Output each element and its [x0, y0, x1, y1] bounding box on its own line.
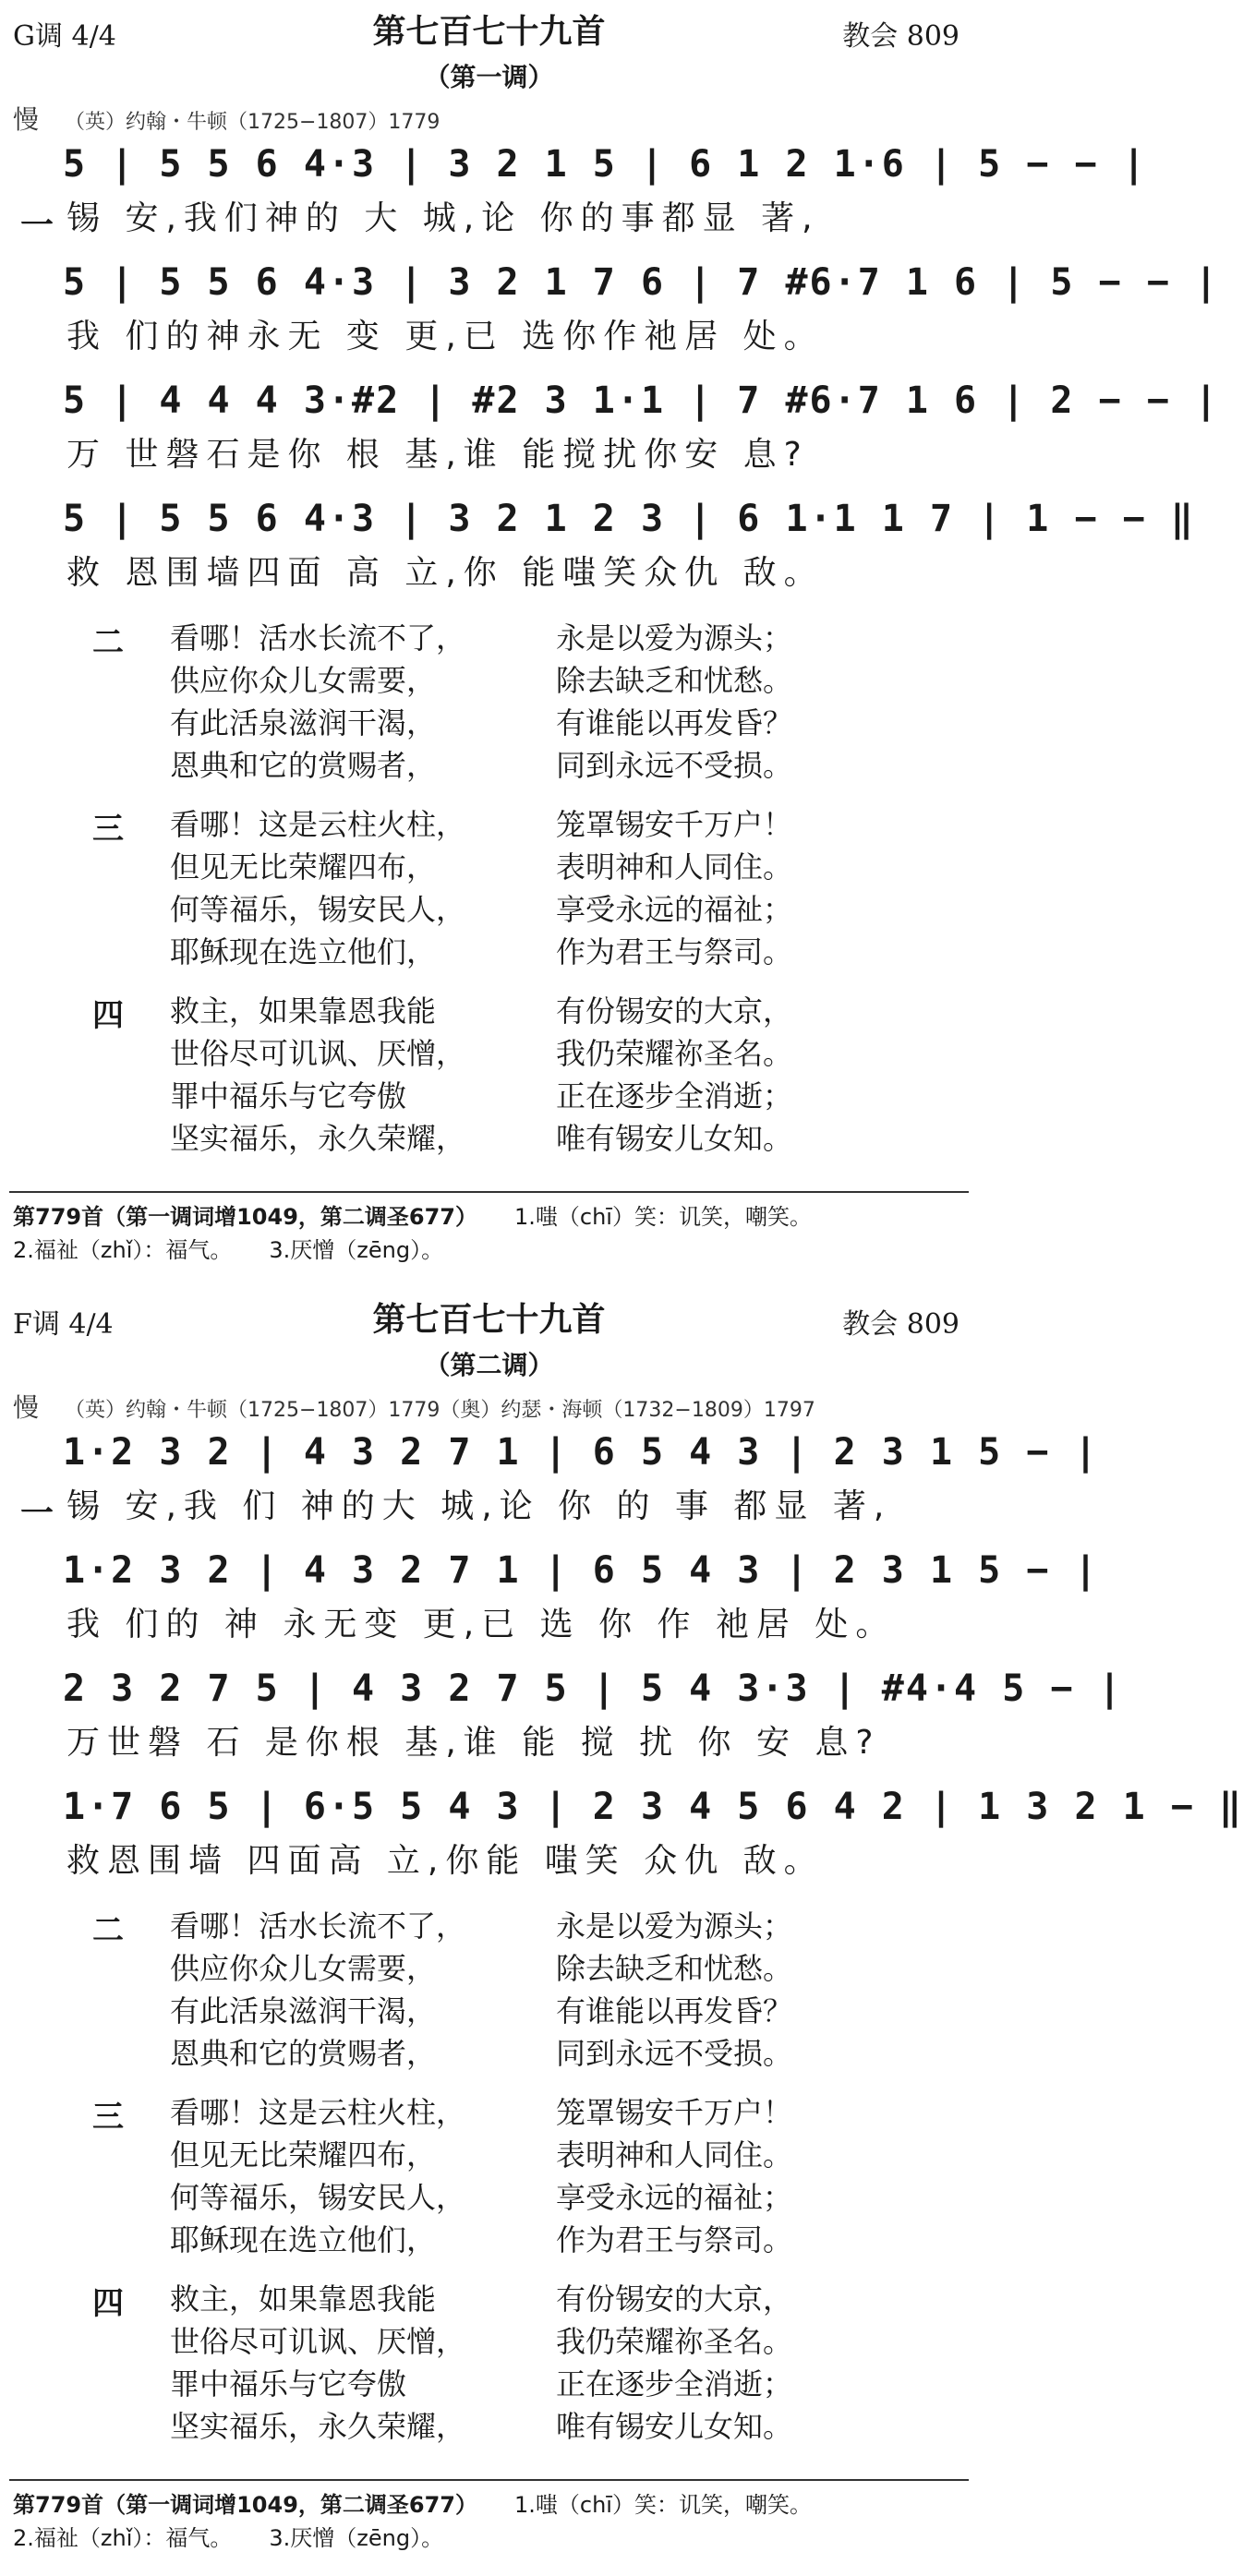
stanza-line: 世俗尽可讥讽、厌憎， — [170, 2324, 466, 2359]
stanza-line: 永是以爱为源头； — [556, 1908, 793, 1944]
lyrics-line: 锡 安,我 们 神的大 城,论 你 的 事 都显 著, — [66, 1487, 892, 1525]
tempo-mark: 慢 — [13, 1392, 40, 1423]
stanza-number: 二 — [92, 1912, 124, 1949]
stanza-line: 有份锡安的大京， — [556, 2281, 793, 2317]
stanza-line: 作为君王与祭司。 — [556, 934, 793, 969]
lyrics-line: 我 们的 神 永无变 更,已 选 你 作 祂居 处。 — [66, 1606, 897, 1643]
stanza-line: 作为君王与祭司。 — [556, 2222, 793, 2257]
stanza-line: 何等福乐，锡安民人， — [170, 2180, 466, 2215]
footnote-source: 第779首（第一调词增1049，第二调圣677） — [13, 2492, 477, 2518]
stanza-line: 有谁能以再发昏？ — [556, 705, 793, 740]
footnote-note: 1.嗤（chī）笑：讥笑，嘲笑。 — [514, 2492, 812, 2518]
staff-line — [0, 1663, 1123, 1774]
stanza-line: 看哪！活水长流不了， — [170, 1908, 466, 1944]
staff-line — [0, 1545, 1099, 1655]
footnote-note: 3.厌憎（zēng）。 — [269, 1237, 444, 1263]
staff-line — [0, 257, 1219, 367]
stanza-line: 耶稣现在选立他们， — [170, 2222, 437, 2257]
stanza-line: 有此活泉滋润干渴， — [170, 705, 437, 740]
stanza-line: 坚实福乐，永久荣耀， — [170, 1121, 466, 1156]
footnote — [13, 2488, 812, 2555]
footnote-note: 1.嗤（chī）笑：讥笑，嘲笑。 — [514, 1204, 812, 1230]
stanza-line: 供应你众儿女需要， — [170, 663, 437, 698]
stanza-line: 有此活泉滋润干渴， — [170, 1993, 437, 2028]
tune-two-section — [0, 1288, 1243, 2576]
stanza-line: 世俗尽可讥讽、厌憎， — [170, 1036, 466, 1071]
numbered-notes: 5 | 5 5 6 4·3 | 3 2 1 2 3 | 6 1·1 1 7 | 1 − − ‖ — [63, 498, 1195, 540]
stanza-line: 看哪！这是云柱火柱， — [170, 807, 466, 842]
lyrics-line: 锡 安,我们神的 大 城,论 你的事都显 著, — [66, 199, 820, 237]
stanza-line: 享受永远的福祉； — [556, 2180, 793, 2215]
stanza-right-column — [556, 617, 792, 787]
staff-line — [0, 1426, 1099, 1537]
credit-line — [13, 100, 440, 137]
stanza-line: 有份锡安的大京， — [556, 993, 793, 1029]
hymn-reference: 教会 809 — [842, 20, 959, 53]
lyrics-line: 万 世磐石是你 根 基,谁 能搅扰你安 息? — [66, 436, 809, 474]
stanza-line: 表明神和人同住。 — [556, 849, 793, 885]
stanza-left-column — [170, 1905, 465, 2075]
stanza-line: 罪中福乐与它夸傲 — [170, 2366, 407, 2401]
stanza-line: 恩典和它的赏赐者， — [170, 2036, 437, 2071]
stanza-line: 罪中福乐与它夸傲 — [170, 1078, 407, 1113]
stanza-line: 救主，如果靠恩我能 — [170, 2281, 437, 2317]
stanza-line: 笼罩锡安千万户！ — [556, 807, 793, 842]
stanza-line: 永是以爱为源头； — [556, 620, 793, 656]
stanza-right-column — [556, 990, 792, 1160]
stanza-line: 救主，如果靠恩我能 — [170, 993, 437, 1029]
stanza-line: 何等福乐，锡安民人， — [170, 892, 466, 927]
numbered-notes: 1·2 3 2 | 4 3 2 7 1 | 6 5 4 3 | 2 3 1 5 − | — [63, 1431, 1099, 1474]
stanza-number: 四 — [92, 997, 124, 1034]
stanza-line: 恩典和它的赏赐者， — [170, 748, 437, 783]
stanza-right-column — [556, 1905, 792, 2075]
lyrics-line: 万世磐 石 是你根 基,谁 能 搅 扰 你 安 息? — [66, 1724, 881, 1762]
stanza-line: 但见无比荣耀四布， — [170, 2137, 437, 2173]
stanza-line: 供应你众儿女需要， — [170, 1951, 437, 1986]
tune-subtitle: （第二调） — [424, 1350, 554, 1380]
tempo-mark: 慢 — [13, 104, 40, 135]
stanza-line: 除去缺乏和忧愁。 — [556, 663, 793, 698]
numbered-notes: 1·2 3 2 | 4 3 2 7 1 | 6 5 4 3 | 2 3 1 5 − | — [63, 1549, 1099, 1592]
stanza-right-column — [556, 2278, 792, 2448]
stanza-line: 笼罩锡安千万户！ — [556, 2095, 793, 2130]
tune-subtitle: （第一调） — [424, 62, 554, 92]
numbered-notes: 2 3 2 7 5 | 4 3 2 7 5 | 5 4 3·3 | #4·4 5 − | — [63, 1667, 1123, 1710]
stanza-line: 坚实福乐，永久荣耀， — [170, 2409, 466, 2444]
stanza-left-column — [170, 617, 465, 787]
hymn-title: 第七百七十九首 — [372, 13, 606, 51]
numbered-notes: 5 | 5 5 6 4·3 | 3 2 1 7 6 | 7 #6·7 1 6 | 5 − − | — [63, 261, 1219, 304]
staff-line — [0, 375, 1219, 486]
stanza-line: 同到永远不受损。 — [556, 2036, 793, 2071]
stanza-line: 唯有锡安儿女知。 — [556, 1121, 793, 1156]
stanza-left-column — [170, 2278, 465, 2448]
key-signature: F调 4/4 — [13, 1308, 114, 1341]
footnote-note: 2.福祉（zhǐ）：福气。 — [13, 2525, 233, 2551]
numbered-notes: 5 | 4 4 4 3·#2 | #2 3 1·1 | 7 #6·7 1 6 | 2 − − | — [63, 379, 1219, 422]
stanza-line: 耶稣现在选立他们， — [170, 934, 437, 969]
stanza-line: 正在逐步全消逝； — [556, 1078, 793, 1113]
stanza-line: 有谁能以再发昏？ — [556, 1993, 793, 2028]
footnote-divider — [9, 2479, 969, 2481]
stanza-left-column — [170, 803, 465, 973]
stanza-line: 同到永远不受损。 — [556, 748, 793, 783]
stanza-left-column — [170, 2091, 465, 2261]
hymn-reference: 教会 809 — [842, 1308, 959, 1341]
stanza-number: 三 — [92, 2099, 124, 2136]
stanza-right-column — [556, 2091, 792, 2261]
key-signature: G调 4/4 — [13, 20, 116, 53]
numbered-notes: 5 | 5 5 6 4·3 | 3 2 1 5 | 6 1 2 1·6 | 5 − − | — [63, 143, 1147, 186]
staff-line — [0, 1781, 1243, 1892]
footnote — [13, 1200, 812, 1267]
lyrics-line: 救恩围墙 四面高 立,你能 嗤笑 众仇 敌。 — [66, 1842, 825, 1880]
stanza-number: 三 — [92, 811, 124, 848]
stanza-number: 二 — [92, 624, 124, 661]
stanza-right-column — [556, 803, 792, 973]
stanza-line: 正在逐步全消逝； — [556, 2366, 793, 2401]
credit-line — [13, 1388, 815, 1425]
author-credit: （英）约翰・牛顿（1725−1807）1779（奥）约瑟・海顿（1732−1809）1797 — [65, 1399, 815, 1422]
stanza-line: 看哪！活水长流不了， — [170, 620, 466, 656]
staff-line — [0, 493, 1195, 604]
stanza-line: 看哪！这是云柱火柱， — [170, 2095, 466, 2130]
stanza-left-column — [170, 990, 465, 1160]
verse-number: 一 — [20, 1495, 54, 1533]
stanza-line: 享受永远的福祉； — [556, 892, 793, 927]
verse-number: 一 — [20, 207, 54, 245]
lyrics-line: 救 恩围墙四面 高 立,你 能嗤笑众仇 敌。 — [66, 554, 825, 592]
stanza-line: 我仍荣耀祢圣名。 — [556, 2324, 793, 2359]
tune-one-section — [0, 0, 1219, 1288]
lyrics-line: 我 们的神永无 变 更,已 选你作祂居 处。 — [66, 318, 825, 355]
stanza-line: 表明神和人同住。 — [556, 2137, 793, 2173]
author-credit: （英）约翰・牛顿（1725−1807）1779 — [65, 111, 440, 134]
footnote-note: 3.厌憎（zēng）。 — [269, 2525, 444, 2551]
stanza-line: 除去缺乏和忧愁。 — [556, 1951, 793, 1986]
footnote-note: 2.福祉（zhǐ）：福气。 — [13, 1237, 233, 1263]
staff-line — [0, 138, 1147, 249]
stanza-line: 唯有锡安儿女知。 — [556, 2409, 793, 2444]
stanza-number: 四 — [92, 2285, 124, 2322]
numbered-notes: 1·7 6 5 | 6·5 5 4 3 | 2 3 4 5 6 4 2 | 1 3 2 1 − ‖ — [63, 1786, 1243, 1828]
hymn-title: 第七百七十九首 — [372, 1301, 606, 1339]
footnote-source: 第779首（第一调词增1049，第二调圣677） — [13, 1204, 477, 1230]
stanza-line: 我仍荣耀祢圣名。 — [556, 1036, 793, 1071]
footnote-divider — [9, 1191, 969, 1193]
stanza-line: 但见无比荣耀四布， — [170, 849, 437, 885]
